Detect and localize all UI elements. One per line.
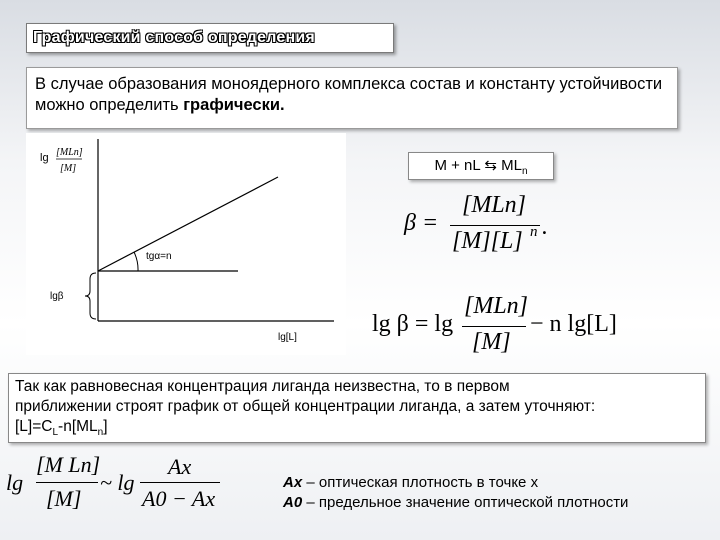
- bottom-denominator-1: [M]: [46, 486, 82, 511]
- beta-fraction-bar: [450, 225, 540, 226]
- bottom-denominator-2: A0 − Ax: [142, 486, 216, 511]
- beta-tail: .: [542, 214, 548, 240]
- bottom-numerator-2: Ax: [168, 454, 192, 479]
- bottom-sim: ~ lg: [100, 470, 135, 495]
- log-rhs: − n lg[L]: [530, 311, 617, 337]
- note-line-3-a: [L]=C: [15, 418, 53, 435]
- legend-a0-symbol: A0: [283, 494, 303, 511]
- beta-lhs: β =: [404, 210, 439, 236]
- log-plot: [26, 133, 346, 355]
- page-title: Графический способ определения: [26, 23, 394, 53]
- x-axis-label: lg[L]: [278, 332, 297, 343]
- log-denominator: [M]: [472, 329, 511, 355]
- y-label-den: [M]: [60, 163, 77, 174]
- intro-text-box: [26, 67, 678, 129]
- note-line-1: Так как равновесная концентрация лиганда неизвестна, то в первом: [15, 378, 510, 395]
- note-line-2: приближении строят график от общей концентрации лиганда, а затем уточняют:: [15, 398, 596, 415]
- note-box: [8, 373, 706, 443]
- angle-label: tgα=n: [146, 251, 172, 262]
- log-lhs: lg β = lg: [372, 311, 454, 337]
- note-line-3-c: ]: [103, 418, 108, 435]
- intercept-label: lgβ: [50, 291, 64, 302]
- legend-ax: [283, 473, 713, 493]
- note-line-3: [15, 417, 699, 443]
- legend: [283, 473, 713, 513]
- note-line-3-b: -n[ML: [58, 418, 98, 435]
- log-numerator: [MLn]: [464, 293, 529, 319]
- intro-emphasis: графически.: [183, 96, 285, 114]
- y-label-num: [MLn]: [56, 147, 83, 158]
- graph-panel: [26, 133, 346, 355]
- beta-den-exponent: n: [530, 224, 538, 240]
- equilibrium-arrow-icon: ⇆: [484, 157, 497, 174]
- bottom-fraction-bar-1: [36, 482, 98, 483]
- bottom-fraction-bar-2: [140, 482, 220, 483]
- legend-a0: [283, 493, 713, 513]
- legend-a0-text: – предельное значение оптической плотности: [302, 494, 629, 511]
- angle-arc: [134, 252, 138, 271]
- legend-ax-text: – оптическая плотность в точке x: [302, 474, 539, 491]
- y-label-lg: lg: [40, 152, 49, 164]
- bottom-lg-1: lg: [6, 470, 24, 495]
- beta-denominator: [M][L]: [452, 228, 523, 254]
- note-line-3-sub1: L: [52, 427, 59, 439]
- reaction-right: ML: [501, 157, 522, 174]
- legend-ax-symbol: Ax: [283, 474, 303, 491]
- reaction-left: M + nL: [434, 157, 481, 174]
- data-line: [98, 177, 278, 271]
- note-line-3-sub2: n: [97, 427, 104, 439]
- bottom-numerator-1: [M Ln]: [36, 452, 101, 477]
- reaction-equation: [408, 152, 554, 180]
- log-fraction-bar: [462, 326, 526, 327]
- intro-text: В случае образования моноядерного комплекса состав и константу устойчивости можно определить: [35, 75, 663, 114]
- reaction-right-sub: n: [521, 166, 528, 177]
- beta-numerator: [MLn]: [462, 192, 527, 218]
- intercept-brace: [85, 273, 96, 319]
